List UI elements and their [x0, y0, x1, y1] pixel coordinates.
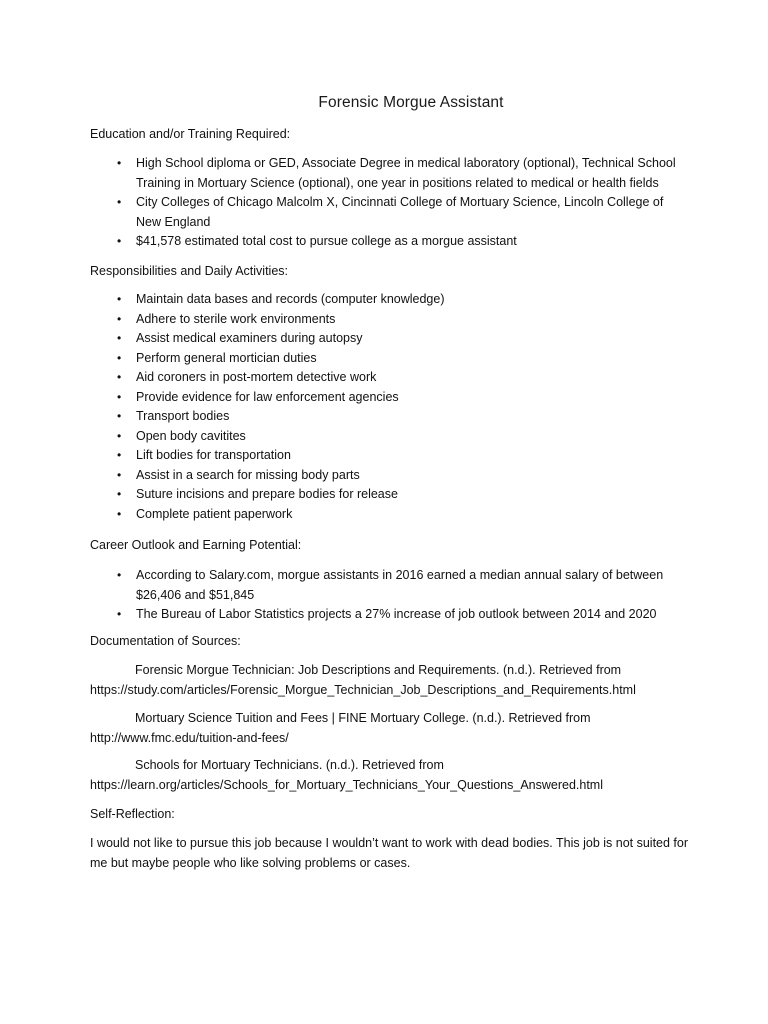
source-citation: Schools for Mortuary Technicians. (n.d.). Retrieved from	[135, 758, 444, 772]
bullet-icon: •	[117, 607, 122, 621]
outlook-list	[90, 566, 690, 625]
bullet-icon: •	[117, 331, 122, 345]
list-item: • Transport bodies	[90, 407, 690, 427]
bullet-icon: •	[117, 487, 122, 501]
responsibilities-list	[90, 290, 690, 524]
source-citation: Forensic Morgue Technician: Job Descriptions and Requirements. (n.d.). Retrieved from	[135, 663, 622, 677]
bullet-icon: •	[117, 409, 122, 423]
list-item: • Adhere to sterile work environments	[90, 310, 690, 330]
bullet-icon: •	[117, 448, 122, 462]
list-item: • Perform general mortician duties	[90, 349, 690, 369]
source-url: https://learn.org/articles/Schools_for_Mortuary_Technicians_Your_Questions_Answered.html	[90, 777, 604, 792]
bullet-icon: •	[117, 195, 122, 209]
bullet-icon: •	[117, 568, 122, 582]
source-reference	[90, 756, 690, 795]
reflection-heading: Self-Reflection:	[90, 807, 175, 821]
list-item: • Assist in a search for missing body parts	[90, 466, 690, 486]
list-item: • Lift bodies for transportation	[90, 446, 690, 466]
list-item: • High School diploma or GED, Associate Degree in medical laboratory (optional), Technical School Training in Mortuary Science (optional), one year in positions related to medical or health fields	[117, 156, 676, 190]
bullet-icon: •	[117, 370, 122, 384]
bullet-icon: •	[117, 428, 122, 443]
list-item: • Open body cavitites	[90, 427, 690, 447]
bullet-icon: •	[117, 506, 122, 521]
reflection-body: I would not like to pursue this job because I wouldn’t want to work with dead bodies. This job is not suited for me but maybe people who like solving problems or cases.	[90, 836, 689, 870]
source-url: https://study.com/articles/Forensic_Morgue_Technician_Job_Descriptions_and_Requirements.html	[90, 682, 636, 697]
source-url: http://www.fmc.edu/tuition-and-fees/	[90, 730, 289, 745]
education-heading: Education and/or Training Required:	[90, 127, 291, 141]
bullet-icon: •	[117, 311, 122, 326]
list-item: • Provide evidence for law enforcement agencies	[90, 388, 690, 408]
list-item: • City Colleges of Chicago Malcolm X, Cincinnati College of Mortuary Science, Lincoln College of New England	[117, 195, 664, 229]
document-title: Forensic Morgue Assistant	[318, 94, 504, 111]
bullet-icon: •	[117, 467, 122, 482]
bullet-icon: •	[117, 156, 122, 170]
bullet-icon: •	[117, 234, 122, 248]
responsibilities-heading: Responsibilities and Daily Activities:	[90, 264, 289, 278]
list-item: • Suture incisions and prepare bodies for release	[90, 485, 690, 505]
source-reference	[90, 661, 690, 700]
bullet-icon: •	[117, 350, 122, 365]
list-item: • According to Salary.com, morgue assistants in 2016 earned a median annual salary of between $26,406 and $51,845	[117, 568, 664, 602]
sources-heading: Documentation of Sources:	[90, 634, 241, 648]
bullet-icon: •	[117, 292, 122, 306]
bullet-icon: •	[117, 389, 122, 404]
list-item: • Complete patient paperwork	[90, 505, 690, 525]
outlook-heading: Career Outlook and Earning Potential:	[90, 538, 302, 552]
source-citation: Mortuary Science Tuition and Fees | FINE Mortuary College. (n.d.). Retrieved from	[135, 711, 591, 725]
source-reference	[90, 709, 690, 748]
list-item: • Assist medical examiners during autopsy	[90, 329, 690, 349]
list-item: • Maintain data bases and records (computer knowledge)	[90, 290, 690, 310]
education-list	[90, 154, 690, 252]
list-item: • The Bureau of Labor Statistics projects a 27% increase of job outlook between 2014 and 2020	[90, 605, 690, 625]
list-item: • $41,578 estimated total cost to pursue college as a morgue assistant	[90, 232, 690, 252]
list-item: • Aid coroners in post-mortem detective work	[90, 368, 690, 388]
